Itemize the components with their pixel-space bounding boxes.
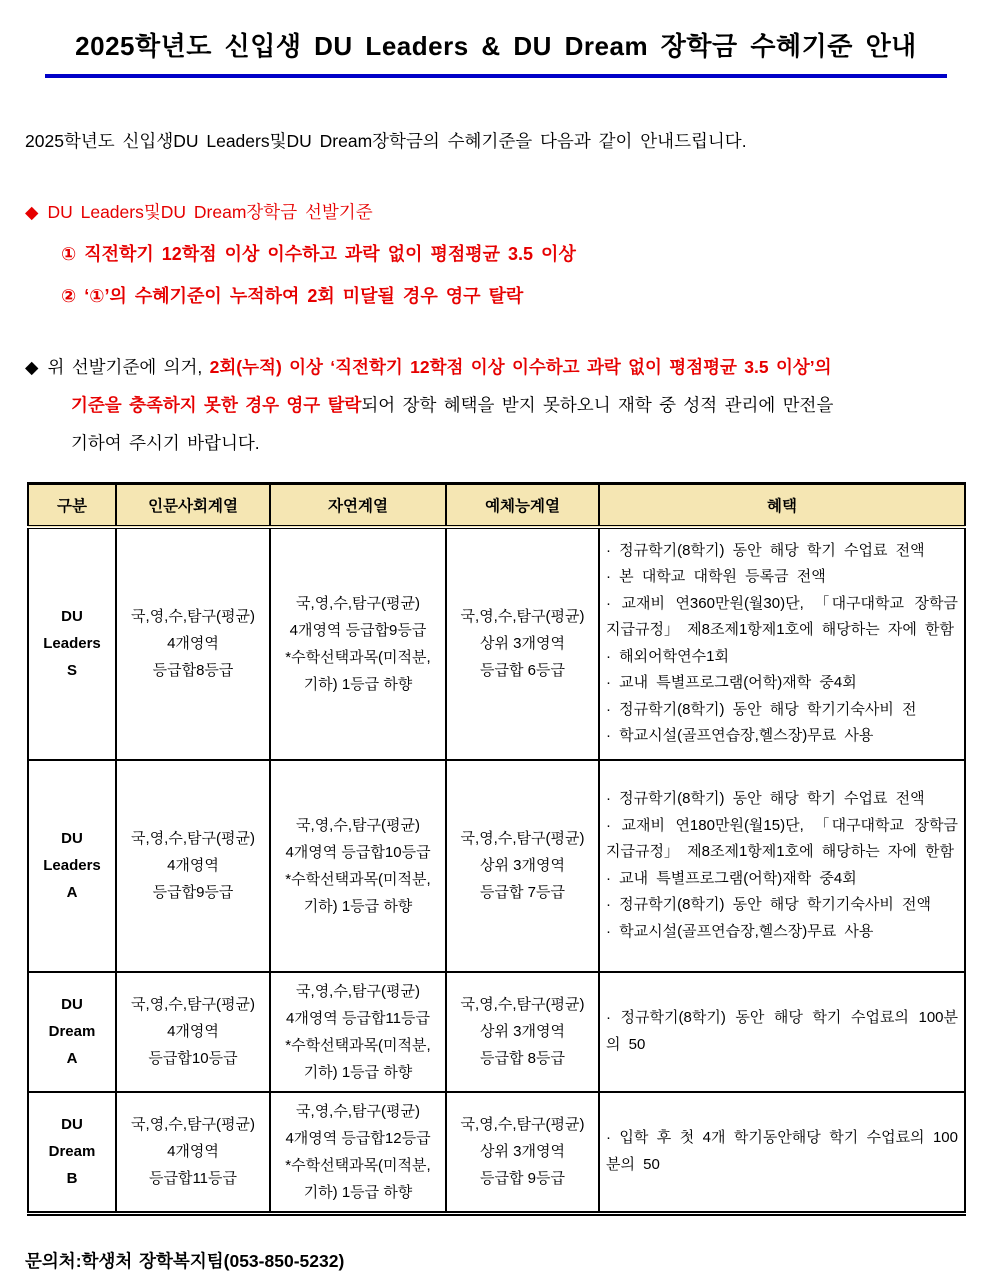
criteria-line: 국,영,수,탐구(평균) — [296, 1102, 420, 1120]
benefit-item: · 학교시설(골프연습장,헬스장)무료 사용 — [606, 922, 874, 940]
grade-line: B — [66, 1170, 78, 1187]
humanities-criteria-cell — [116, 1092, 270, 1214]
table-row — [28, 1092, 965, 1214]
grade-line: DU — [61, 830, 83, 847]
header-cell-natural-sciences: 자연계열 — [270, 483, 446, 527]
selection-criteria-section — [25, 199, 962, 308]
benefit-item: · 정규학기(8학기) 동안 해당 학기기숙사비 전액 — [606, 896, 931, 913]
criteria-line: 4개영역 — [167, 635, 219, 652]
page-title: 2025학년도 신입생 DU Leaders & DU Dream 장학금 수혜기준 안내 — [75, 31, 917, 61]
arts-sports-criteria-cell — [446, 527, 599, 760]
grade-line: A — [66, 1050, 78, 1067]
benefit-item: · 정규학기(8학기) 동안 해당 학기 수업료 전액 — [606, 541, 925, 559]
grade-cell — [28, 760, 116, 972]
table-row — [28, 760, 965, 972]
criteria-line: *수학선택과목(미적분, — [285, 648, 431, 666]
criteria-line: 등급합 8등급 — [480, 1050, 565, 1067]
table-row — [28, 972, 965, 1092]
criteria-line: 상위 3개영역 — [480, 1023, 565, 1040]
criteria-line: 국,영,수,탐구(평균) — [296, 982, 420, 1000]
notice-line-2 — [25, 386, 966, 424]
criteria-line: 4개영역 — [167, 857, 219, 874]
criteria-line: 기하) 1등급 하향 — [303, 897, 413, 915]
criteria-line: 국,영,수,탐구(평균) — [131, 996, 255, 1013]
criteria-line: 상위 3개영역 — [480, 635, 565, 652]
scholarship-table — [27, 482, 966, 1216]
grade-line: DU — [61, 996, 83, 1013]
benefits-cell — [599, 972, 965, 1092]
criteria-heading: DU Leaders및DU Dream장학금 선발기준 — [47, 201, 373, 222]
scholarship-table-header — [28, 483, 965, 527]
notice-text-red: 기준을 충족하지 못한 경우 영구 탈락 — [71, 394, 362, 415]
criteria-line: 4개영역 등급합11등급 — [285, 1009, 430, 1027]
criteria-line: 국,영,수,탐구(평균) — [131, 1116, 255, 1133]
notice-section — [25, 348, 966, 462]
criteria-line: 기하) 1등급 하향 — [303, 1183, 413, 1201]
arts-sports-criteria-cell — [446, 1092, 599, 1214]
table-row — [28, 527, 965, 760]
criteria-line: 국,영,수,탐구(평균) — [460, 996, 585, 1013]
scholarship-table-body — [28, 527, 965, 1214]
benefit-item: · 교재비 연180만원(월15)단, 「대구대학교 장학금 지급규정」 제8조제1항제1호에 해당하는 자에 한함 — [606, 816, 958, 860]
benefits-cell — [599, 760, 965, 972]
benefit-item: · 정규학기(8학기) 동안 해당 학기기숙사비 전 — [606, 700, 917, 718]
diamond-bullet-icon: ◆ — [25, 356, 39, 377]
notice-text-black: 되어 장학 혜택을 받지 못하오니 재학 중 성적 관리에 만전을 — [361, 394, 834, 415]
criteria-line: 4개영역 — [167, 1143, 219, 1160]
diamond-bullet-icon: ◆ — [25, 201, 39, 222]
benefit-item: · 교내 특별프로그램(어학)재학 중4회 — [606, 869, 857, 887]
criteria-line: 국,영,수,탐구(평균) — [460, 830, 585, 847]
criteria-heading-line — [25, 199, 962, 224]
criteria-line: *수학선택과목(미적분, — [285, 1036, 431, 1054]
humanities-criteria-cell — [116, 760, 270, 972]
criteria-line: 등급합 6등급 — [480, 662, 565, 679]
criteria-line: 상위 3개영역 — [480, 857, 565, 874]
benefit-item: · 교내 특별프로그램(어학)재학 중4회 — [606, 674, 857, 691]
benefits-cell — [599, 527, 965, 760]
grade-line: Leaders — [43, 635, 101, 652]
criteria-line: 국,영,수,탐구(평균) — [460, 608, 585, 625]
natural-sciences-criteria-cell — [270, 760, 446, 972]
criteria-line: 4개영역 등급합9등급 — [289, 621, 427, 639]
grade-line: DU — [61, 608, 83, 625]
criteria-line: 국,영,수,탐구(평균) — [131, 608, 255, 625]
humanities-criteria-cell — [116, 527, 270, 760]
benefit-item: · 정규학기(8학기) 동안 해당 학기 수업료의 100분의 50 — [606, 1009, 958, 1053]
grade-line: A — [66, 884, 78, 901]
criteria-line: *수학선택과목(미적분, — [285, 1156, 431, 1174]
benefit-item: · 입학 후 첫 4개 학기동안해당 학기 수업료의 100분의 50 — [606, 1129, 958, 1173]
arts-sports-criteria-cell — [446, 972, 599, 1092]
benefit-item: · 정규학기(8학기) 동안 해당 학기 수업료 전액 — [606, 790, 925, 807]
criteria-line: 4개영역 등급합12등급 — [285, 1129, 431, 1147]
benefits-cell — [599, 1092, 965, 1214]
criteria-line: 국,영,수,탐구(평균) — [131, 830, 255, 847]
natural-sciences-criteria-cell — [270, 527, 446, 760]
intro-paragraph: 2025학년도 신입생DU Leaders및DU Dream장학금의 수혜기준을 다음과 같이 안내드립니다. — [25, 130, 747, 151]
criteria-line: 국,영,수,탐구(평균) — [296, 816, 420, 834]
criteria-line: 등급합9등급 — [152, 884, 234, 901]
header-cell-benefits: 혜택 — [599, 483, 965, 527]
notice-text-black: 위 선발기준에 의거, — [47, 356, 210, 377]
grade-line: S — [66, 662, 77, 679]
notice-text-red: 2회(누적) 이상 ‘직전학기 12학점 이상 이수하고 과락 없이 평점평균 3.5 이상’의 — [209, 356, 832, 377]
grade-line: Dream — [48, 1023, 96, 1040]
grade-line: Leaders — [43, 857, 101, 874]
grade-line: Dream — [48, 1143, 96, 1160]
criteria-line: 4개영역 — [167, 1023, 219, 1040]
table-header-row — [28, 483, 965, 527]
contact-info: 문의처:학생처 장학복지팀(053-850-5232) — [25, 1250, 345, 1271]
header-cell-arts-sports: 예체능계열 — [446, 483, 599, 527]
benefit-item: · 교재비 연360만원(월30)단, 「대구대학교 장학금 지급규정」 제8조제1항제1호에 해당하는 자에 한함 — [606, 594, 958, 638]
grade-cell — [28, 1092, 116, 1214]
criteria-line: 4개영역 등급합10등급 — [285, 843, 431, 861]
notice-line-3 — [25, 424, 966, 462]
arts-sports-criteria-cell — [446, 760, 599, 972]
criteria-item-1: ① 직전학기 12학점 이상 이수하고 과락 없이 평점평균 3.5 이상 — [61, 243, 576, 264]
criteria-line: 기하) 1등급 하향 — [303, 675, 413, 693]
criteria-line: 등급합11등급 — [148, 1170, 238, 1187]
benefit-item: · 학교시설(골프연습장,헬스장)무료 사용 — [606, 727, 874, 744]
grade-cell — [28, 972, 116, 1092]
criteria-line: 등급합8등급 — [152, 662, 234, 679]
criteria-line: 등급합 7등급 — [480, 884, 565, 901]
criteria-line: 등급합 9등급 — [480, 1170, 565, 1187]
criteria-line: 국,영,수,탐구(평균) — [460, 1116, 585, 1133]
grade-line: DU — [61, 1116, 83, 1133]
criteria-line: 국,영,수,탐구(평균) — [296, 594, 420, 612]
humanities-criteria-cell — [116, 972, 270, 1092]
benefit-item: · 해외어학연수1회 — [606, 647, 729, 665]
notice-text-black: 기하여 주시기 바랍니다. — [71, 432, 260, 453]
grade-cell — [28, 527, 116, 760]
criteria-line: 기하) 1등급 하향 — [303, 1063, 413, 1081]
natural-sciences-criteria-cell — [270, 1092, 446, 1214]
criteria-item-2: ② ‘①’의 수혜기준이 누적하여 2회 미달될 경우 영구 탈락 — [61, 285, 524, 306]
notice-line-1 — [25, 348, 966, 386]
criteria-line: 등급합10등급 — [148, 1050, 238, 1067]
criteria-line: *수학선택과목(미적분, — [285, 870, 431, 888]
title-underline — [45, 74, 947, 78]
header-cell-humanities: 인문사회계열 — [116, 483, 270, 527]
header-cell-grade: 구분 — [28, 483, 116, 527]
natural-sciences-criteria-cell — [270, 972, 446, 1092]
criteria-line: 상위 3개영역 — [480, 1143, 565, 1160]
benefit-item: · 본 대학교 대학원 등록금 전액 — [606, 568, 826, 585]
